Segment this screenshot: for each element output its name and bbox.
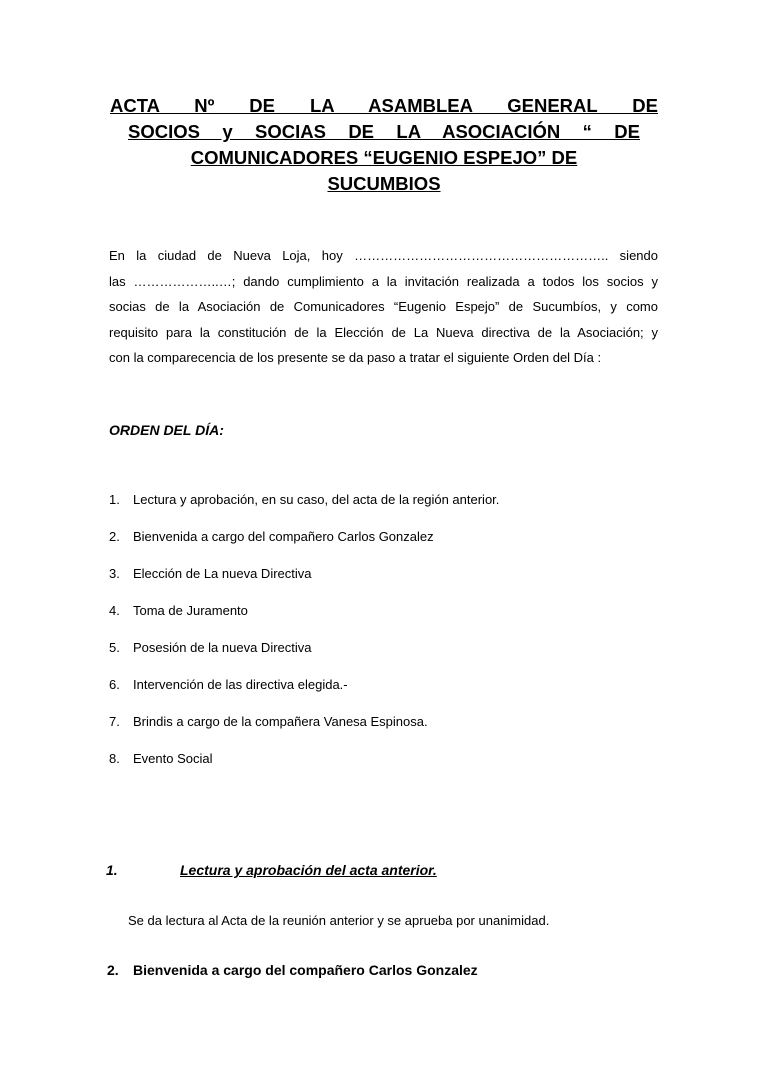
title-line: SUCUMBIOS <box>327 173 441 194</box>
agenda-number: 8. <box>109 751 120 766</box>
agenda-text: Bienvenida a cargo del compañero Carlos Gonzalez <box>133 529 434 544</box>
agenda-text: Brindis a cargo de la compañera Vanesa Espinosa. <box>133 714 428 729</box>
agenda-text: Elección de La nueva Directiva <box>133 566 312 581</box>
orden-del-dia-heading: ORDEN DEL DÍA: <box>109 422 224 438</box>
agenda-item <box>109 712 499 749</box>
section-2-heading <box>107 962 478 978</box>
agenda-text: Posesión de la nueva Directiva <box>133 640 312 655</box>
intro-line: con la comparecencia de los presente se da paso a tratar el siguiente Orden del Día : <box>109 350 602 366</box>
agenda-item <box>109 601 499 638</box>
intro-paragraph <box>109 243 658 371</box>
agenda-item <box>109 490 499 527</box>
section-2-number: 2. <box>107 962 119 978</box>
title-line: ACTA Nº DE LA ASAMBLEA GENERAL DE <box>110 95 658 116</box>
title-line: SOCIOS y SOCIAS DE LA ASOCIACIÓN “ DE <box>128 121 640 142</box>
agenda-number: 4. <box>109 603 120 618</box>
section-1-heading <box>106 862 437 878</box>
intro-line: socias de la Asociación de Comunicadores “Eugenio Espejo” de Sucumbíos, y como <box>109 299 658 315</box>
agenda-item <box>109 527 499 564</box>
agenda-number: 2. <box>109 529 120 544</box>
agenda-list <box>109 490 499 786</box>
intro-line: las ………………..…; dando cumplimiento a la invitación realizada a todos los socios y <box>109 273 658 289</box>
section-1-body: Se da lectura al Acta de la reunión anterior y se aprueba por unanimidad. <box>128 913 550 928</box>
intro-line: En la ciudad de Nueva Loja, hoy ………………………………………………….. siendo <box>109 248 658 263</box>
agenda-item <box>109 564 499 601</box>
agenda-item <box>109 638 499 675</box>
section-1-title: Lectura y aprobación del acta anterior. <box>180 862 437 878</box>
document-title <box>110 93 658 197</box>
agenda-item <box>109 749 499 786</box>
intro-line: requisito para la constitución de la Elección de La Nueva directiva de la Asociación; y <box>109 324 658 340</box>
agenda-text: Toma de Juramento <box>133 603 248 618</box>
section-2-title: Bienvenida a cargo del compañero Carlos Gonzalez <box>133 962 478 978</box>
agenda-number: 6. <box>109 677 120 692</box>
agenda-text: Intervención de las directiva elegida.- <box>133 677 348 692</box>
agenda-item <box>109 675 499 712</box>
agenda-number: 1. <box>109 492 120 507</box>
agenda-text: Evento Social <box>133 751 213 766</box>
agenda-number: 5. <box>109 640 120 655</box>
agenda-number: 7. <box>109 714 120 729</box>
section-1-number: 1. <box>106 862 118 878</box>
agenda-text: Lectura y aprobación, en su caso, del acta de la región anterior. <box>133 492 500 507</box>
agenda-number: 3. <box>109 566 120 581</box>
title-line: COMUNICADORES “EUGENIO ESPEJO” DE <box>190 147 578 168</box>
